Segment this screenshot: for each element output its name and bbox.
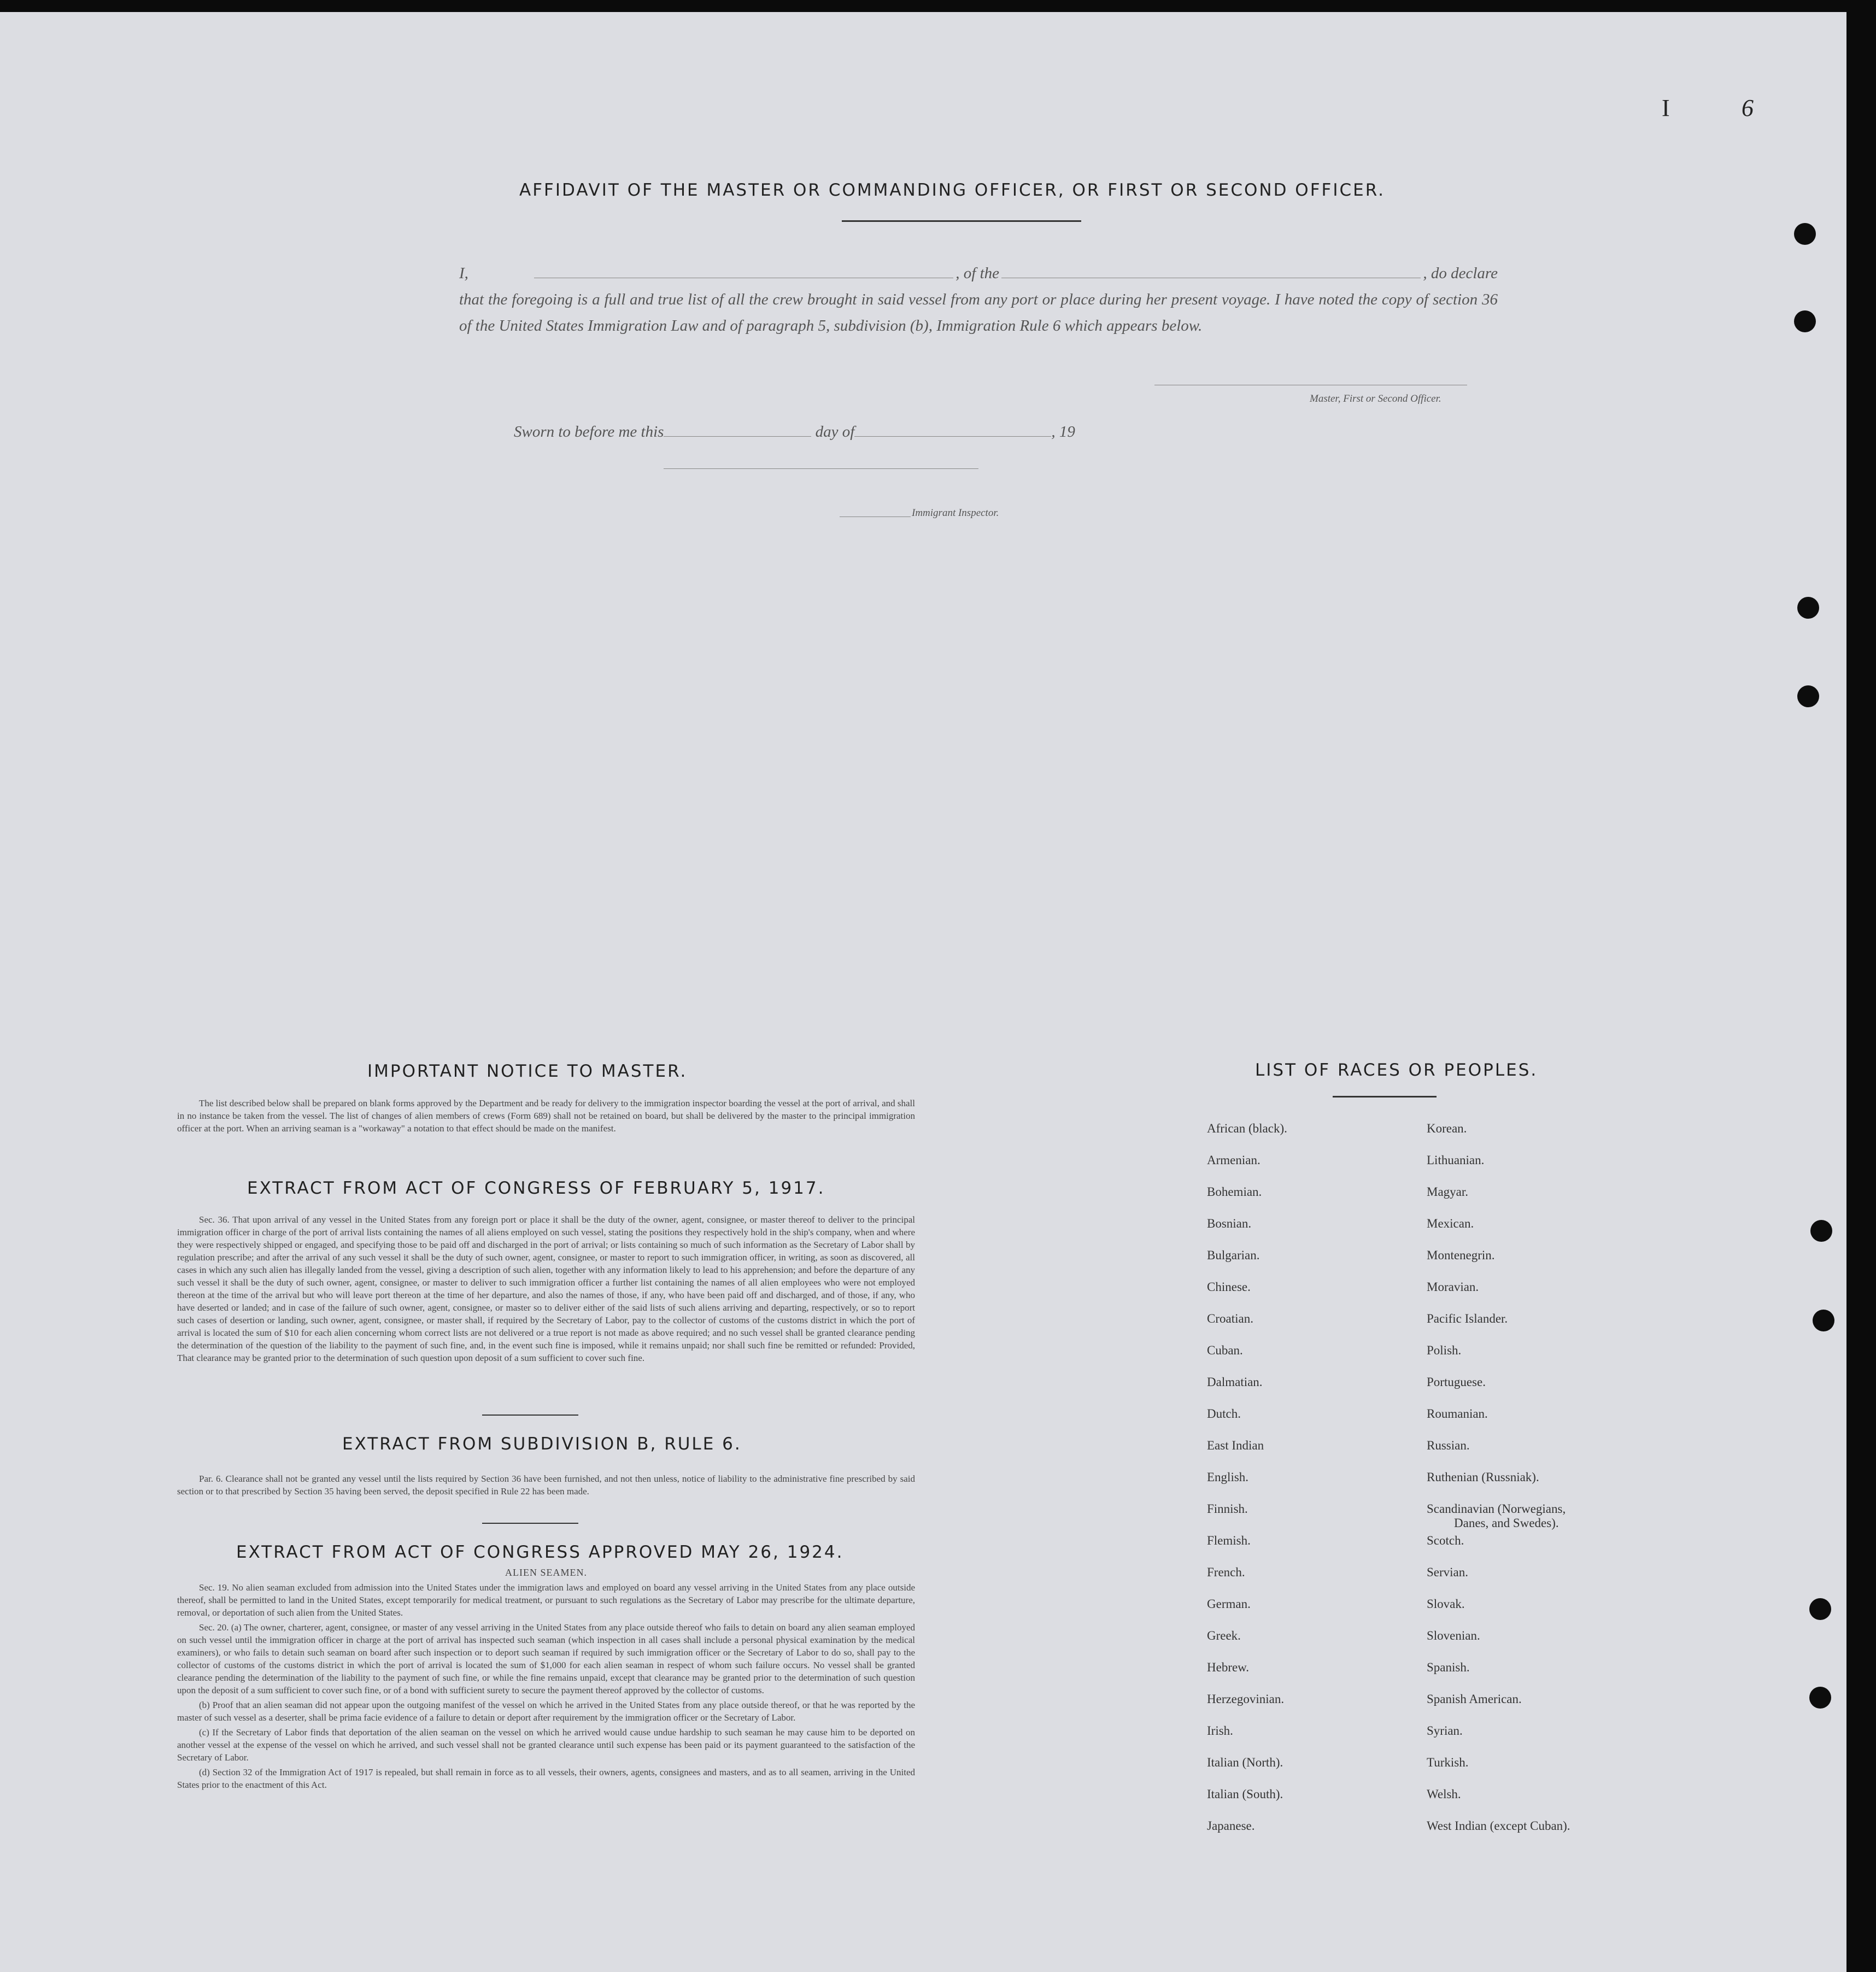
race-item: Servian. bbox=[1427, 1565, 1469, 1579]
notice-title: IMPORTANT NOTICE TO MASTER. bbox=[367, 1061, 688, 1081]
races-rule bbox=[1333, 1096, 1437, 1097]
race-item: Roumanian. bbox=[1427, 1407, 1488, 1421]
punch-hole bbox=[1810, 1220, 1832, 1242]
race-item: Syrian. bbox=[1427, 1724, 1463, 1738]
race-item: Korean. bbox=[1427, 1122, 1467, 1135]
race-item: Pacific Islander. bbox=[1427, 1312, 1508, 1325]
affidavit-declaration bbox=[459, 260, 1498, 339]
punch-hole bbox=[1794, 223, 1816, 245]
corner-mark-number: 6 bbox=[1742, 95, 1754, 121]
declaration-do-declare: , do declare bbox=[1423, 265, 1498, 282]
document-page bbox=[0, 12, 1846, 1972]
race-item: West Indian (except Cuban). bbox=[1427, 1819, 1570, 1833]
extract-separator bbox=[482, 1415, 578, 1416]
punch-hole bbox=[1797, 685, 1819, 707]
extract3-paragraph: Sec. 20. (a) The owner, charterer, agent, consignee, or master of any vessel arriving in the United States from any place outside thereof who fails to detain on board any alien seaman employed on such vessel until the immigration officer in charge at the port of arrival has inspected such seaman (which inspection in all cases shall include a personal physical examination by the medical examiners), or who fails to detain such seaman on board after such inspection or to deport such seaman if required by such immigration officer or the Secretary of Labor to do so, shall pay to the collector of customs of the customs district in which the port of arrival is located the sum of $1,000 for each alien seaman in respect of whom such failure occurs. No vessel shall be granted clearance pending the determination of the liability to the payment of such fine, or while the fine remains unpaid, except that clearance may be granted prior to the determination of such question upon the deposit of a sum sufficient to cover such fine, or of a bond with sufficient surety to secure the payment thereof approved by the collector of customs. bbox=[177, 1622, 915, 1695]
race-item: Montenegrin. bbox=[1427, 1248, 1495, 1262]
race-item: Portuguese. bbox=[1427, 1375, 1486, 1389]
race-item: Italian (South). bbox=[1207, 1787, 1283, 1801]
punch-hole bbox=[1813, 1310, 1834, 1331]
race-item-continued: Danes, and Swedes). bbox=[1454, 1516, 1559, 1530]
punch-hole bbox=[1809, 1687, 1831, 1709]
race-item: Bohemian. bbox=[1207, 1185, 1262, 1199]
race-item: Spanish. bbox=[1427, 1660, 1470, 1674]
race-item: Flemish. bbox=[1207, 1534, 1251, 1547]
extract3-paragraph: (c) If the Secretary of Labor finds that deportation of the alien seaman on the vessel on which he arrived would cause undue hardship to such seaman he may cause him to be deported on another vessel at the expense of the vessel on which he arrived, and such vessel shall not be granted clearance until such expense has been paid or its payment guaranteed to the satisfaction of the Secretary of Labor. bbox=[177, 1727, 915, 1763]
race-item: African (black). bbox=[1207, 1122, 1287, 1135]
extract1-body bbox=[177, 1213, 915, 1366]
punch-hole bbox=[1797, 597, 1819, 619]
race-item: Dalmatian. bbox=[1207, 1375, 1263, 1389]
race-item: Finnish. bbox=[1207, 1502, 1248, 1516]
race-item: Scandinavian (Norwegians, bbox=[1427, 1502, 1566, 1516]
race-item: Japanese. bbox=[1207, 1819, 1255, 1833]
race-item: Scotch. bbox=[1427, 1534, 1464, 1547]
inspector-signature-line bbox=[664, 468, 978, 469]
race-item: Welsh. bbox=[1427, 1787, 1461, 1801]
extract2-title: EXTRACT FROM SUBDIVISION B, RULE 6. bbox=[342, 1434, 742, 1454]
extract2-body bbox=[177, 1472, 915, 1500]
race-item: Slovenian. bbox=[1427, 1629, 1480, 1642]
corner-mark-stroke: I bbox=[1662, 95, 1670, 121]
extract3-body bbox=[177, 1566, 915, 1793]
race-item: Chinese. bbox=[1207, 1280, 1251, 1294]
master-signature-label: Master, First or Second Officer. bbox=[1310, 393, 1441, 404]
race-item: Moravian. bbox=[1427, 1280, 1479, 1294]
race-item: Cuban. bbox=[1207, 1343, 1243, 1357]
race-item: Slovak. bbox=[1427, 1597, 1465, 1611]
race-item: Italian (North). bbox=[1207, 1756, 1283, 1769]
declaration-text: that the foregoing is a full and true list of all the crew brought in said vessel from any port or place during her present voyage. I have noted the copy of section 36 of the United States Immigration Law and of paragraph 5, subdivision (b), Immigration Rule 6 which appears below. bbox=[459, 291, 1498, 334]
declaration-i: I, bbox=[459, 265, 468, 282]
races-title: LIST OF RACES OR PEOPLES. bbox=[1255, 1060, 1538, 1080]
race-item: Polish. bbox=[1427, 1343, 1462, 1357]
extract-separator bbox=[482, 1523, 578, 1524]
extract3-paragraph: (b) Proof that an alien seaman did not appear upon the outgoing manifest of the vessel on which he arrived in the United States from any place outside thereof, or that he was reported by the master of such vessel as a deserter, shall be prima facie evidence of a failure to detain or deport after requirement by the immigration officer or the Secretary of Labor. bbox=[177, 1700, 915, 1723]
extract3-paragraph: Sec. 19. No alien seaman excluded from admission into the United States under the immigration laws and employed on board any vessel arriving in the United States from any place outside thereof, shall be permitted to land in the United States, except temporarily for medical treatment, or pursuant to such regulations as the Secretary of Labor may prescribe for the ultimate departure, removal, or deportation of such alien from the United States. bbox=[177, 1582, 915, 1618]
race-item: Spanish American. bbox=[1427, 1692, 1522, 1706]
race-item: Armenian. bbox=[1207, 1153, 1261, 1167]
punch-hole bbox=[1794, 310, 1816, 332]
extract1-text: Sec. 36. That upon arrival of any vessel in the United States from any foreign port or place it shall be the duty of the owner, agent, consignee, or master thereof to deliver to the principal immigration officer in charge of the port of arrival lists containing the names of all aliens employed on such vessel, stating the positions they respectively hold in the ship's company, when and where they were respectively shipped or engaged, and specifying those to be paid off and discharged in the port of arrival; or lists containing so much of such information as the Secretary of Labor shall by regulation prescribe; and after the arrival of any such vessel it shall be the duty of such owner, agent, consignee, or master to report to such immigration officer, in writing, as soon as discovered, all cases in which any such alien has illegally landed from the vessel, giving a description of such alien, together with any information likely to lead to his apprehension; and before the departure of any such vessel it shall be the duty of such owner, agent, consignee, or master to deliver to such immigration officer a further list containing the names of all alien employees who were not employed thereon at the time of the arrival but who will leave port thereon at the time of her departure, and also the names of those, if any, who have been paid off and discharged, and of those, if any, who have deserted or landed; and in case of the failure of such owner, agent, consignee, or master so to deliver either of the said lists of such aliens arriving and departing, respectively, or so to report such cases of desertion or landing, such owner, agent, consignee, or master shall, if required by the Secretary of Labor, pay to the collector of customs of the customs district in which the port of arrival is located the sum of $10 for each alien concerning whom correct lists are not delivered or a true report is not made as above required; and no such vessel shall be granted clearance pending the determination of the question of the liability to the payment of such fine, and, in the event such fine is imposed, while it remains unpaid; nor shall such fine be remitted or refunded: Provided, That clearance may be granted prior to the determination of such question upon deposit of a sum sufficient to cover such fine. bbox=[177, 1214, 915, 1363]
extract3-paragraph: (d) Section 32 of the Immigration Act of 1917 is repealed, but shall remain in force as to all vessels, their owners, agents, consignees and masters, and as to all seamen, arriving in the United States prior to the enactment of this Act. bbox=[177, 1767, 915, 1790]
sworn-year: , 19 bbox=[1051, 423, 1075, 441]
notice-body bbox=[177, 1097, 915, 1137]
race-item: East Indian bbox=[1207, 1439, 1264, 1452]
race-item: German. bbox=[1207, 1597, 1251, 1611]
sworn-day-of: day of bbox=[815, 423, 855, 441]
sworn-line bbox=[514, 423, 1075, 441]
race-item: Mexican. bbox=[1427, 1217, 1474, 1230]
race-item: Herzegovinian. bbox=[1207, 1692, 1285, 1706]
race-item: Hebrew. bbox=[1207, 1660, 1250, 1674]
race-item: Russian. bbox=[1427, 1439, 1470, 1452]
race-item: Bosnian. bbox=[1207, 1217, 1252, 1230]
title-rule bbox=[842, 220, 1081, 222]
race-item: English. bbox=[1207, 1470, 1249, 1484]
race-item: French. bbox=[1207, 1565, 1245, 1579]
month-blank bbox=[854, 425, 1051, 437]
race-item: Turkish. bbox=[1427, 1756, 1469, 1769]
vessel-blank bbox=[1001, 267, 1421, 278]
race-item: Croatian. bbox=[1207, 1312, 1253, 1325]
race-item: Magyar. bbox=[1427, 1185, 1469, 1199]
extract1-title: EXTRACT FROM ACT OF CONGRESS OF FEBRUARY 5, 1917. bbox=[247, 1178, 825, 1198]
race-item: Dutch. bbox=[1207, 1407, 1241, 1421]
race-item: Lithuanian. bbox=[1427, 1153, 1485, 1167]
race-item: Greek. bbox=[1207, 1629, 1241, 1642]
extract3-title: EXTRACT FROM ACT OF CONGRESS APPROVED MAY 26, 1924. bbox=[236, 1542, 844, 1562]
name-blank bbox=[534, 267, 953, 278]
notice-text: The list described below shall be prepared on blank forms approved by the Department and be ready for delivery to the immigration inspector boarding the vessel at the port of arrival, and shall in no instance be taken from the vessel. The list of changes of alien members of crews (Form 689) shall not be retained on board, but shall be delivered by the master to the principal immigration officer at the port. When an arriving seaman is a "workaway" a notation to that effect should be made on the manifest. bbox=[177, 1098, 916, 1134]
race-item: Bulgarian. bbox=[1207, 1248, 1260, 1262]
affidavit-title: AFFIDAVIT OF THE MASTER OR COMMANDING OFFICER, OR FIRST OR SECOND OFFICER. bbox=[519, 180, 1386, 200]
inspector-label: Immigrant Inspector. bbox=[912, 507, 999, 519]
declaration-of-the: , of the bbox=[955, 265, 1000, 282]
day-blank bbox=[664, 425, 811, 437]
extract2-text: Par. 6. Clearance shall not be granted any vessel until the lists required by Section 36 have been furnished, and not then unless, notice of liability to the administrative fine prescribed by said section or to that prescribed by Section 35 having been served, the deposit specified in Rule 22 has been made. bbox=[177, 1474, 915, 1496]
sworn-text: Sworn to before me this bbox=[514, 423, 664, 441]
punch-hole bbox=[1809, 1598, 1831, 1620]
race-item: Irish. bbox=[1207, 1724, 1233, 1738]
race-item: Ruthenian (Russniak). bbox=[1427, 1470, 1539, 1484]
extract3-subtitle: ALIEN SEAMEN. bbox=[505, 1567, 587, 1578]
